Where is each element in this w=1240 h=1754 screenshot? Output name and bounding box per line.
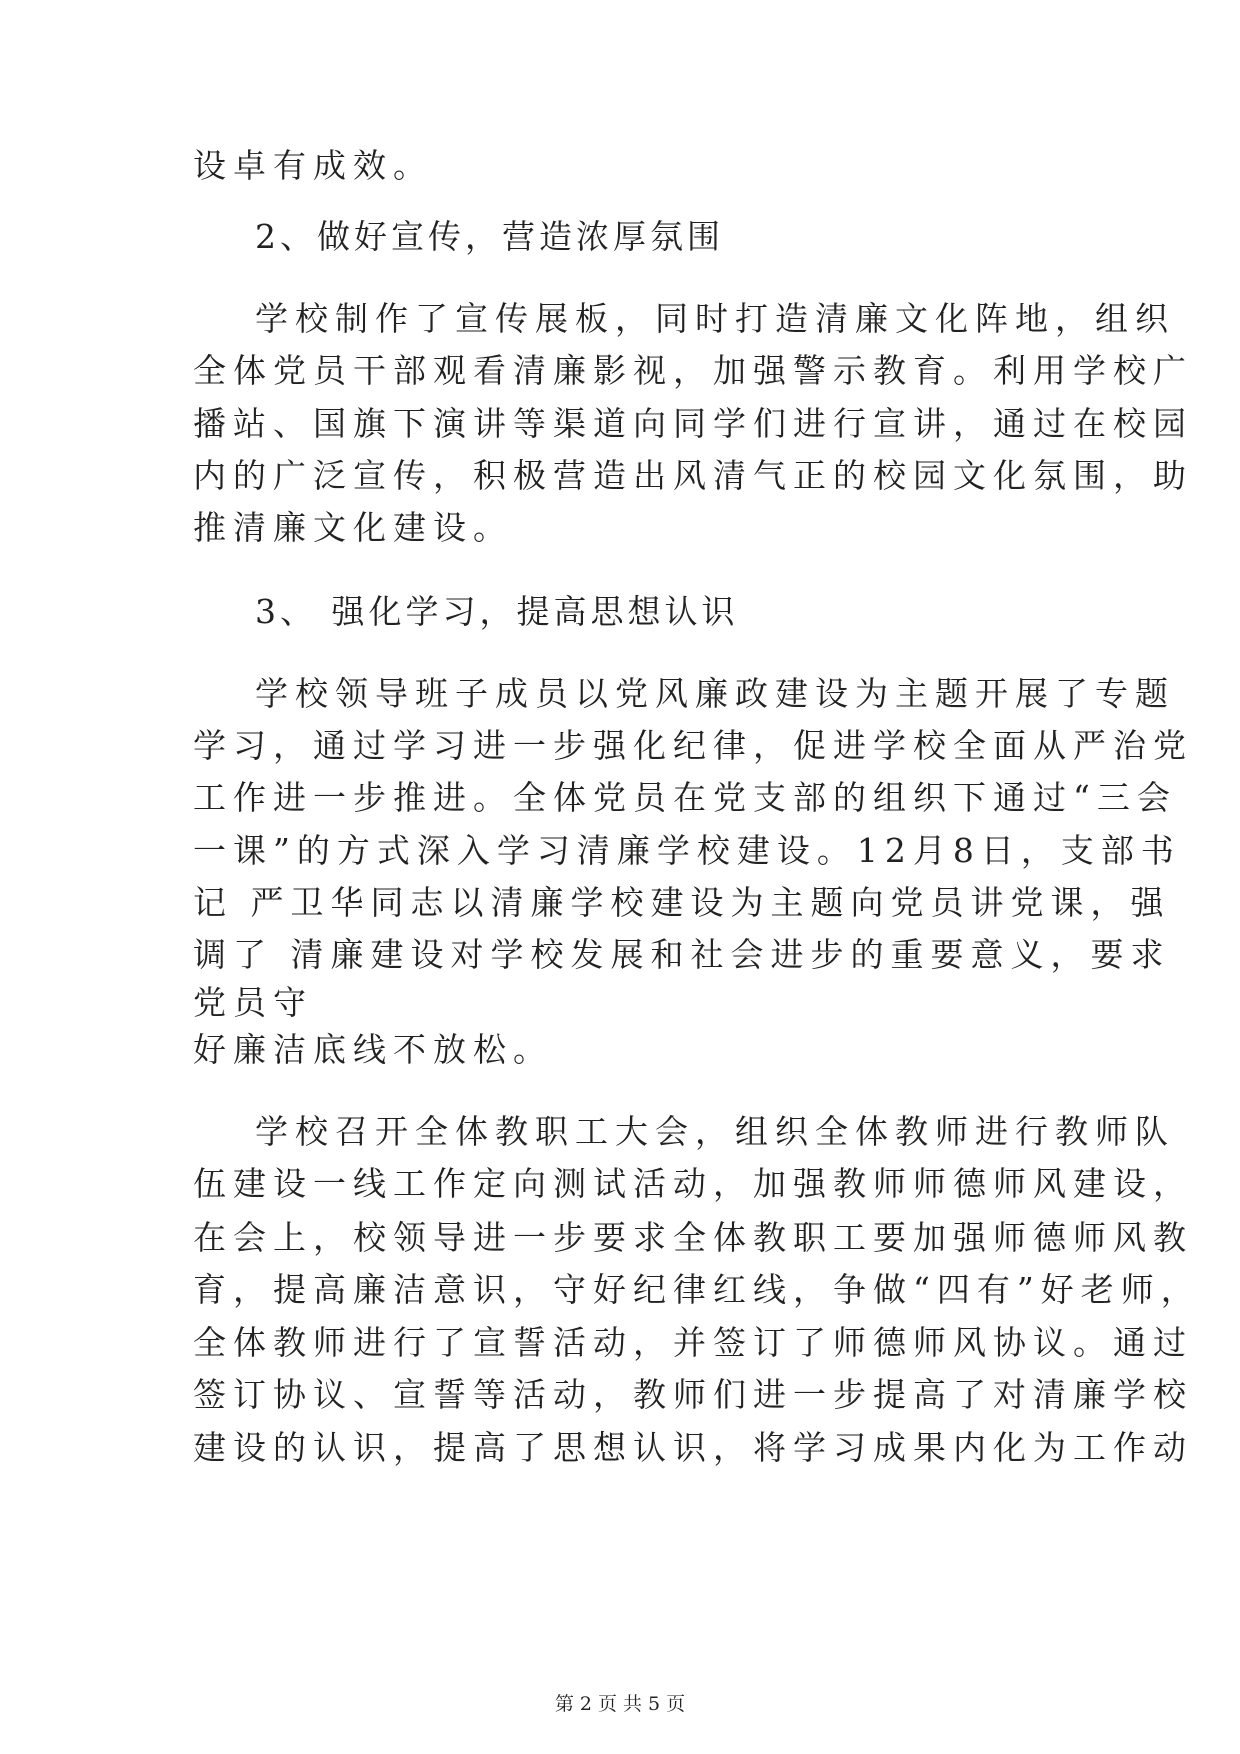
text-line: 党员守: [193, 983, 313, 1022]
text-line: 签订协议、宣誓等活动，教师们进一步提高了对清廉学校: [193, 1375, 1193, 1414]
text-line: 建设的认识，提高了思想认识，将学习成果内化为工作动: [193, 1428, 1193, 1467]
text-line: 工作进一步推进。全体党员在党支部的组织下通过“三会: [193, 778, 1177, 817]
text-line: 一课”的方式深入学习清廉学校建设。12月8日，支部书: [193, 831, 1181, 870]
text-line: 记 严卫华同志以清廉学校建设为主题向党员讲党课，强: [193, 883, 1171, 922]
text-line: 内的广泛宣传，积极营造出风清气正的校园文化氛围，助: [193, 456, 1193, 495]
section-heading: 3、 强化学习，提高思想认识: [255, 592, 739, 631]
text-line: 学校制作了宣传展板，同时打造清廉文化阵地，组织: [255, 299, 1175, 338]
text-line: 在会上，校领导进一步要求全体教职工要加强师德师风教: [193, 1218, 1193, 1257]
section-heading: 2、做好宣传，营造浓厚氛围: [255, 217, 724, 256]
text-line: 设卓有成效。: [193, 146, 433, 185]
text-line: 育，提高廉洁意识，守好纪律红线，争做“四有”好老师，: [193, 1270, 1201, 1309]
text-line: 学校领导班子成员以党风廉政建设为主题开展了专题: [255, 674, 1175, 713]
text-line: 调了 清廉建设对学校发展和社会进步的重要意义，要求: [193, 935, 1171, 974]
text-line: 播站、国旗下演讲等渠道向同学们进行宣讲，通过在校园: [193, 404, 1193, 443]
text-line: 学习，通过学习进一步强化纪律，促进学校全面从严治党: [193, 726, 1193, 765]
text-line: 伍建设一线工作定向测试活动，加强教师师德师风建设，: [193, 1164, 1193, 1203]
text-line: 推清廉文化建设。: [193, 508, 513, 547]
text-line: 全体党员干部观看清廉影视，加强警示教育。利用学校广: [193, 351, 1193, 390]
text-line: 全体教师进行了宣誓活动，并签订了师德师风协议。通过: [193, 1323, 1193, 1362]
text-line: 学校召开全体教职工大会，组织全体教师进行教师队: [255, 1112, 1175, 1151]
text-line: 好廉洁底线不放松。: [193, 1030, 553, 1069]
page-footer: 第 2 页 共 5 页: [554, 1693, 686, 1715]
